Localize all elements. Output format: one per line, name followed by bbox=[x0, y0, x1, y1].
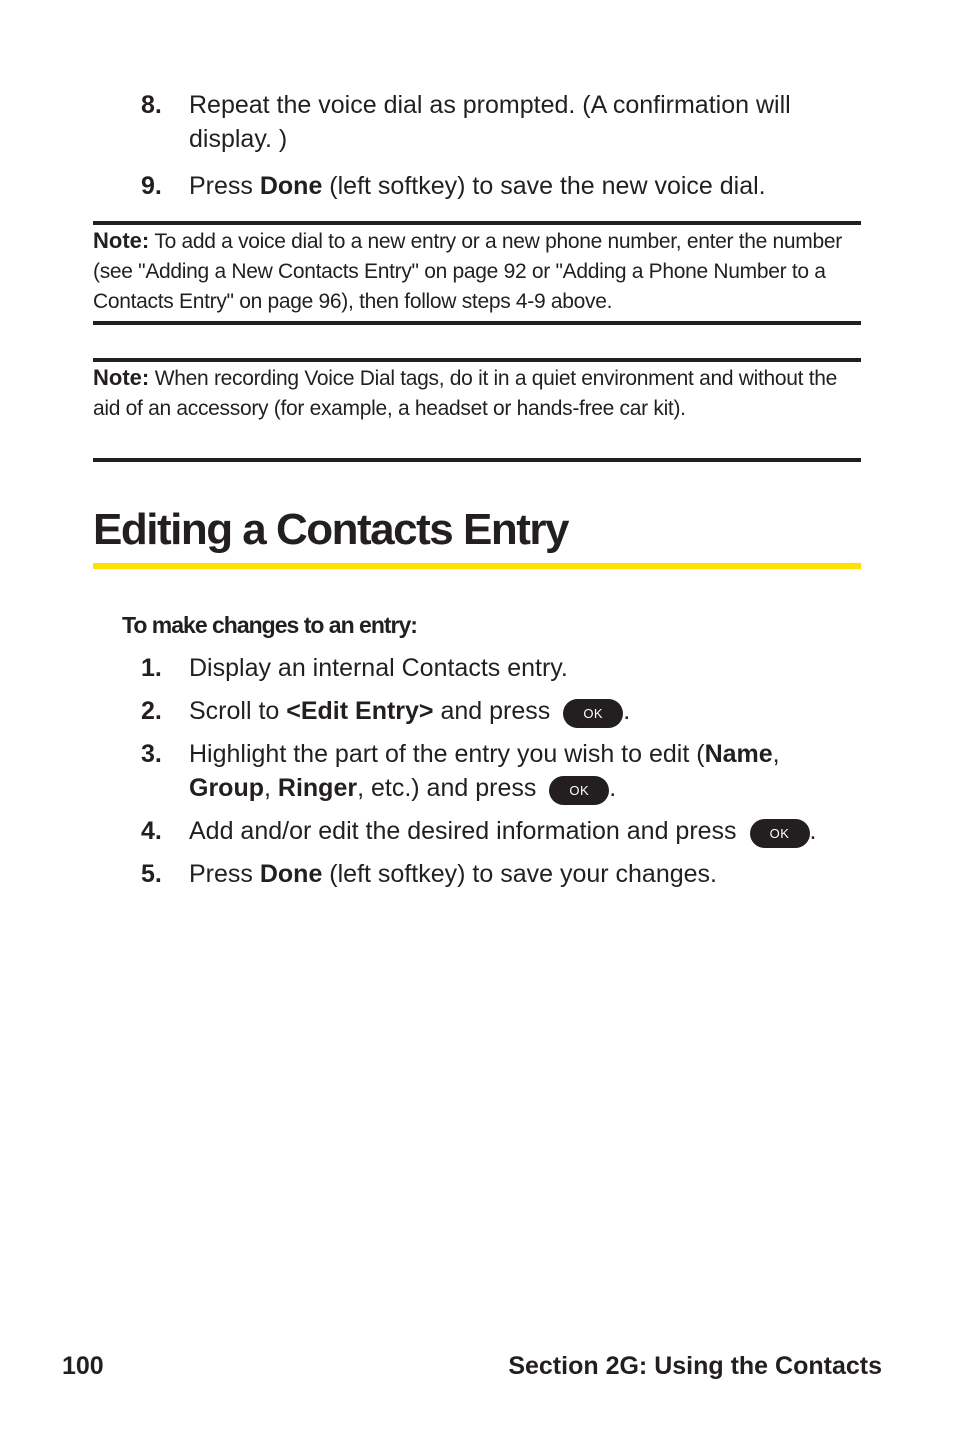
step-number: 1. bbox=[141, 654, 162, 682]
step-number: 2. bbox=[141, 697, 162, 725]
step-number: 3. bbox=[141, 740, 162, 768]
step-number: 8. bbox=[141, 91, 162, 119]
step-number: 5. bbox=[141, 860, 162, 888]
section-heading: Editing a Contacts Entry bbox=[93, 505, 568, 554]
ok-key-icon: OK bbox=[563, 699, 623, 728]
note-voice-dial-new-entry bbox=[93, 226, 861, 317]
ok-key-icon: OK bbox=[750, 819, 810, 848]
page-number: 100 bbox=[62, 1352, 104, 1380]
ok-key-icon: OK bbox=[549, 776, 609, 805]
bold-term: Done bbox=[259, 172, 323, 200]
note-text: To add a voice dial to a new entry or a new phone number, enter the number (see "Adding a New Contacts Entry" on page 92 or "Adding a Phone Number to a Contacts Entry" on page 96), then follow steps 4-9 above. bbox=[93, 230, 842, 313]
note-bottom-rule bbox=[93, 458, 861, 462]
step-text: Press Done (left softkey) to save your changes. bbox=[189, 860, 717, 888]
note-bottom-rule bbox=[93, 321, 861, 325]
section-footer-label: Section 2G: Using the Contacts bbox=[508, 1352, 882, 1380]
step-text: Highlight the part of the entry you wish to edit (Name, Group, Ringer, etc.) and press OK . bbox=[189, 737, 861, 805]
bold-term: Done bbox=[259, 860, 323, 888]
step-number: 9. bbox=[141, 172, 162, 200]
note-top-rule bbox=[93, 221, 861, 225]
note-top-rule bbox=[93, 358, 861, 362]
note-recording-tags bbox=[93, 363, 861, 424]
bold-term: <Edit Entry> bbox=[286, 697, 434, 725]
step-text: Add and/or edit the desired information and press OK . bbox=[189, 814, 861, 848]
bold-term: Ringer bbox=[277, 774, 358, 802]
step-text: Press Done (left softkey) to save the new voice dial. bbox=[189, 172, 766, 200]
bold-term: Group bbox=[189, 774, 264, 802]
step-text: Scroll to <Edit Entry> and press OK . bbox=[189, 694, 861, 728]
note-text: When recording Voice Dial tags, do it in a quiet environment and without the aid of an accessory (for example, a headset or hands-free car kit). bbox=[93, 367, 838, 420]
note-label: Note: bbox=[93, 365, 150, 390]
procedure-subheading: To make changes to an entry: bbox=[122, 612, 417, 638]
step-text: Display an internal Contacts entry. bbox=[189, 654, 568, 682]
bold-term: Name bbox=[704, 740, 773, 768]
step-text: Repeat the voice dial as prompted. (A confirmation will display. ) bbox=[189, 91, 791, 153]
step-number: 4. bbox=[141, 817, 162, 845]
note-label: Note: bbox=[93, 228, 150, 253]
heading-accent-rule bbox=[93, 563, 861, 569]
